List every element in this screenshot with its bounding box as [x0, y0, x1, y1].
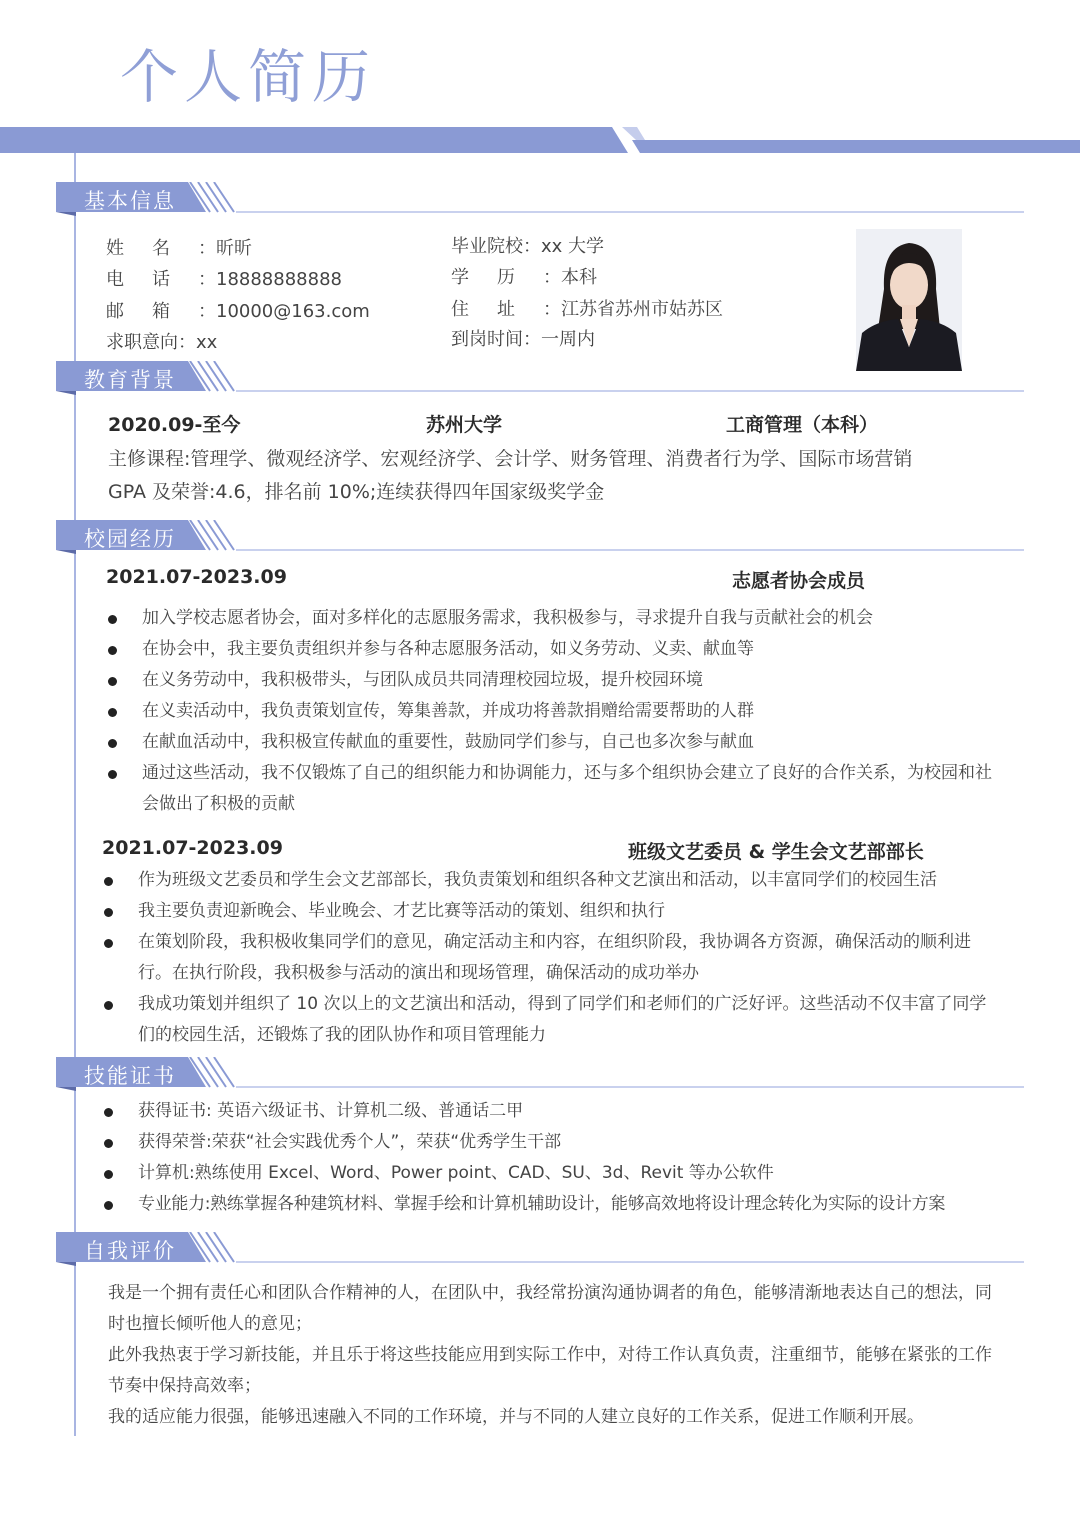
name-value: 昕昕 — [216, 238, 252, 259]
section-header-self — [56, 1232, 236, 1266]
degree-value: 本科 — [561, 267, 597, 288]
list-item: 在义卖活动中，我负责策划宣传，筹集善款，并成功将善款捐赠给需要帮助的人群 — [106, 696, 1006, 727]
arrival-label: 到岗时间 — [451, 329, 523, 350]
edu-period: 2020.09-至今 — [108, 414, 241, 436]
arrival-row: 到岗时间：一周内 — [451, 325, 595, 351]
address-row: 住址：江苏省苏州市姑苏区 — [451, 295, 723, 321]
list-item: 我主要负责迎新晚会、毕业晚会、才艺比赛等活动的策划、组织和执行 — [102, 896, 1002, 927]
phone-row: 电话：18888888888 — [106, 265, 342, 291]
section-title: 自我评价 — [84, 1239, 176, 1263]
section-divider — [236, 1261, 1024, 1263]
school-value: xx 大学 — [541, 236, 605, 257]
section-header-basic — [56, 182, 236, 216]
campus-2-role: 班级文艺委员 & 学生会文艺部部长 — [628, 841, 924, 863]
section-header-education — [56, 361, 236, 395]
list-item: 获得荣誉:荣获“社会实践优秀个人”，荣获“优秀学生干部 — [102, 1127, 1022, 1158]
list-item: 通过这些活动，我不仅锻炼了自己的组织能力和协调能力，还与多个组织协会建立了良好的合作关系，为校园和社会做出了积极的贡献 — [106, 758, 1006, 820]
section-divider — [236, 549, 1024, 551]
section-title: 教育背景 — [84, 368, 176, 392]
list-item: 获得证书: 英语六级证书、计算机二级、普通话二甲 — [102, 1096, 1022, 1127]
degree-label: 学历 — [451, 267, 543, 288]
skills-list — [102, 1096, 1022, 1220]
edu-gpa: GPA 及荣誉:4.6，排名前 10%;连续获得四年国家级奖学金 — [108, 481, 605, 503]
section-divider — [236, 390, 1024, 392]
campus-1-role: 志愿者协会成员 — [732, 570, 866, 592]
self-eval-paragraph: 我的适应能力很强，能够迅速融入不同的工作环境，并与不同的人建立良好的工作关系，促进工作顺利开展。 — [108, 1407, 924, 1427]
degree-row: 学历：本科 — [451, 263, 597, 289]
section-title: 技能证书 — [84, 1064, 176, 1088]
edu-courses: 主修课程:管理学、微观经济学、宏观经济学、会计学、财务管理、消费者行为学、国际市场营销 — [108, 448, 913, 470]
section-title: 校园经历 — [84, 527, 176, 551]
list-item: 作为班级文艺委员和学生会文艺部部长，我负责策划和组织各种文艺演出和活动，以丰富同学们的校园生活 — [102, 865, 1002, 896]
school-row: 毕业院校：xx 大学 — [451, 232, 604, 258]
name-label: 姓名 — [106, 238, 198, 259]
edu-major: 工商管理（本科） — [726, 414, 879, 436]
campus-1-list — [106, 603, 1006, 820]
list-item: 专业能力:熟练掌握各种建筑材料、掌握手绘和计算机辅助设计，能够高效地将设计理念转化为实际的设计方案 — [102, 1189, 1022, 1220]
address-value: 江苏省苏州市姑苏区 — [561, 299, 723, 320]
intent-value: xx — [196, 332, 218, 353]
self-eval-paragraph: 我是一个拥有责任心和团队合作精神的人，在团队中，我经常扮演沟通协调者的角色，能够清渐地表达自己的想法，同时也擅长倾听他人的意见； — [108, 1283, 992, 1334]
email-label: 邮箱 — [106, 301, 198, 322]
address-label: 住址 — [451, 299, 543, 320]
section-header-campus — [56, 520, 236, 554]
list-item: 在协会中，我主要负责组织并参与各种志愿服务活动，如义务劳动、义卖、献血等 — [106, 634, 1006, 665]
name-row: 姓名：昕昕 — [106, 234, 252, 260]
section-title: 基本信息 — [84, 189, 176, 213]
list-item: 加入学校志愿者协会，面对多样化的志愿服务需求，我积极参与，寻求提升自我与贡献社会的机会 — [106, 603, 1006, 634]
intent-row: 求职意向：xx — [106, 328, 217, 354]
list-item: 在策划阶段，我积极收集同学们的意见，确定活动主和内容，在组织阶段，我协调各方资源，确保活动的顺利进行。在执行阶段，我积极参与活动的演出和现场管理，确保活动的成功举办 — [102, 927, 1002, 989]
self-eval — [108, 1278, 1008, 1433]
list-item: 我成功策划并组织了 10 次以上的文艺演出和活动，得到了同学们和老师们的广泛好评。这些活动不仅丰富了同学们的校园生活，还锻炼了我的团队协作和项目管理能力 — [102, 989, 1002, 1051]
campus-2-period: 2021.07-2023.09 — [102, 837, 283, 859]
phone-label: 电话 — [106, 269, 198, 290]
campus-2-list — [102, 865, 1002, 1051]
page-title: 个人简历 — [120, 43, 377, 111]
email-row: 邮箱：10000@163.com — [106, 297, 370, 323]
section-divider — [236, 211, 1024, 213]
header-band — [0, 120, 1080, 154]
self-eval-paragraph: 此外我热衷于学习新技能，并且乐于将这些技能应用到实际工作中，对待工作认真负责，注重细节，能够在紧张的工作节奏中保持高效率； — [108, 1345, 992, 1396]
school-label: 毕业院校 — [451, 236, 523, 257]
campus-1-period: 2021.07-2023.09 — [106, 566, 287, 588]
list-item: 在义务劳动中，我积极带头，与团队成员共同清理校园垃圾，提升校园环境 — [106, 665, 1006, 696]
edu-school: 苏州大学 — [426, 414, 503, 436]
list-item: 在献血活动中，我积极宣传献血的重要性，鼓励同学们参与，自己也多次参与献血 — [106, 727, 1006, 758]
profile-photo — [856, 229, 962, 371]
section-header-skills — [56, 1057, 236, 1091]
intent-label: 求职意向 — [106, 332, 178, 353]
section-divider — [236, 1086, 1024, 1088]
arrival-value: 一周内 — [541, 329, 595, 350]
phone-value: 18888888888 — [216, 269, 342, 290]
list-item: 计算机:熟练使用 Excel、Word、Power point、CAD、SU、3d、Revit 等办公软件 — [102, 1158, 1022, 1189]
email-value: 10000@163.com — [216, 301, 370, 322]
